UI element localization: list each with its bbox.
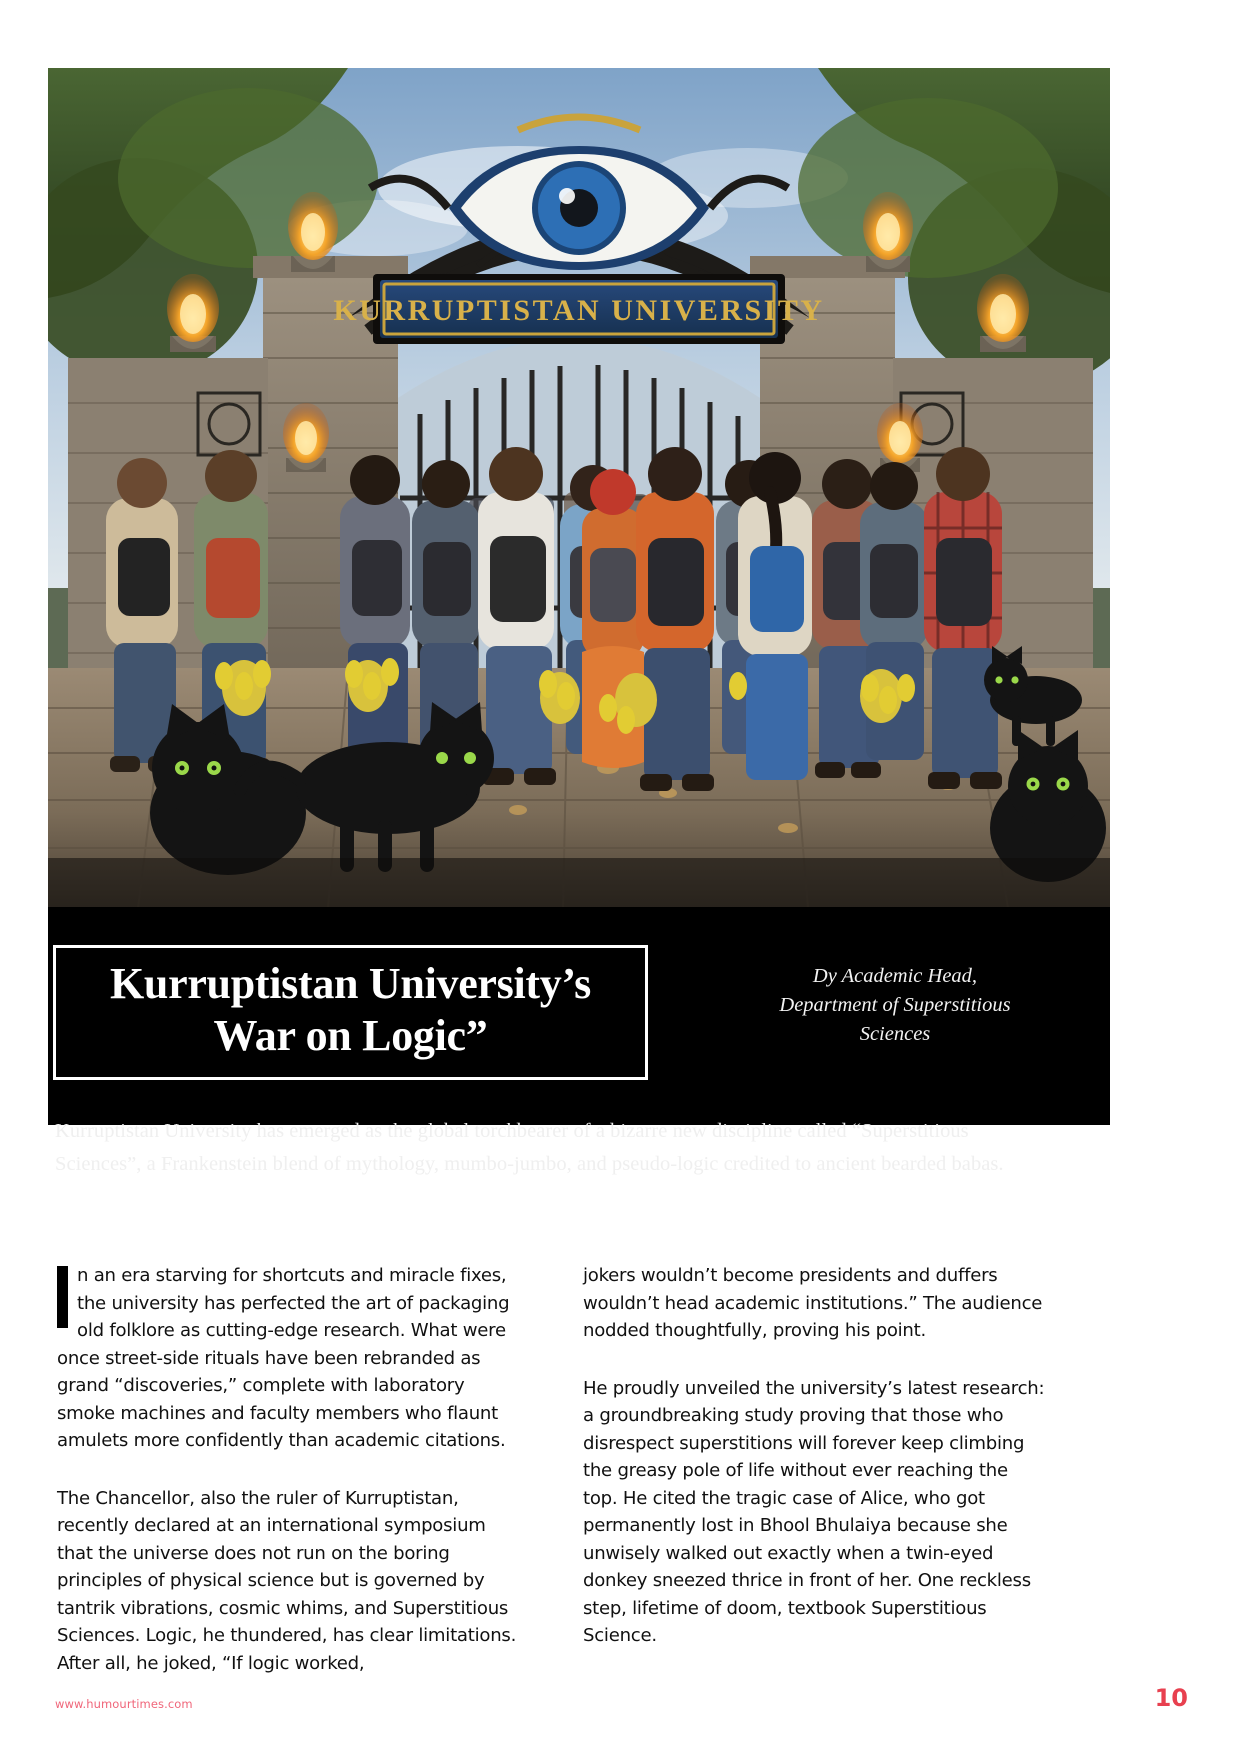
svg-text:KURRUPTISTAN UNIVERSITY: KURRUPTISTAN UNIVERSITY: [333, 294, 825, 327]
drop-cap: [57, 1266, 68, 1328]
page-number: 10: [1154, 1684, 1188, 1712]
article-byline: [700, 962, 1090, 1049]
body-paragraph: The Chancellor, also the ruler of Kurruptistan, recently declared at an international symposium that the universe does not run on the boring principles of physical science but is governed by tantrik vibrations, cosmic whims, and Superstitious Sciences. Logic, he thundered, has clear limitations. After all, he joked, “If logic worked,: [57, 1487, 517, 1674]
hero-illustration: [48, 68, 1110, 908]
article-title-line-2: War on Logic”: [213, 1010, 488, 1060]
body-paragraph-text: n an era starving for shortcuts and miracle fixes, the university has perfected the art of packaging old folklore as cutting-edge research. What were once street-side rituals have been rebranded as grand “discoveries,” complete with laboratory smoke machines and faculty members who flaunt amulets more confidently than academic citations.: [57, 1265, 510, 1451]
article-title-line-1: Kurruptistan University’s: [110, 958, 591, 1008]
gate-sign: [333, 274, 824, 344]
article-body: [57, 1262, 1047, 1677]
article-title-box: [53, 945, 648, 1080]
body-paragraph: jokers wouldn’t become presidents and duffers wouldn’t head academic institutions.” The audience nodded thoughtfully, proving his point.: [583, 1265, 1043, 1341]
body-paragraph: He proudly unveiled the university’s latest research: a groundbreaking study proving that those who disrespect superstitions will forever keep climbing the greasy pole of life without ever reaching the top. He cited the tragic case of Alice, who got permanently lost in Bhool Bhulaiya because she unwisely walked out exactly when a twin-eyed donkey sneezed thrice in front of her. One reckless step, lifetime of doom, textbook Superstitious Science.: [583, 1377, 1045, 1646]
footer-website-link[interactable]: www.humourtimes.com: [55, 1697, 193, 1711]
university-gate-illustration: [48, 68, 1110, 908]
byline-line-1: Dy Academic Head,: [812, 965, 978, 987]
byline-line-3: Sciences: [859, 1023, 931, 1046]
byline-line-2: Department of Superstitious: [779, 994, 1011, 1017]
body-column-left: [57, 1262, 521, 1677]
article-standfirst: Kurruptistan University has emerged as the global torchbearer of a bizarre new discipline called “Superstitious Sciences”, a Frankenstein blend of mythology, mumbo-jumbo, and pseudo-logic credited to ancient bearded babas.: [55, 1120, 1004, 1176]
body-column-right: [583, 1262, 1047, 1677]
body-paragraph: [57, 1262, 521, 1455]
